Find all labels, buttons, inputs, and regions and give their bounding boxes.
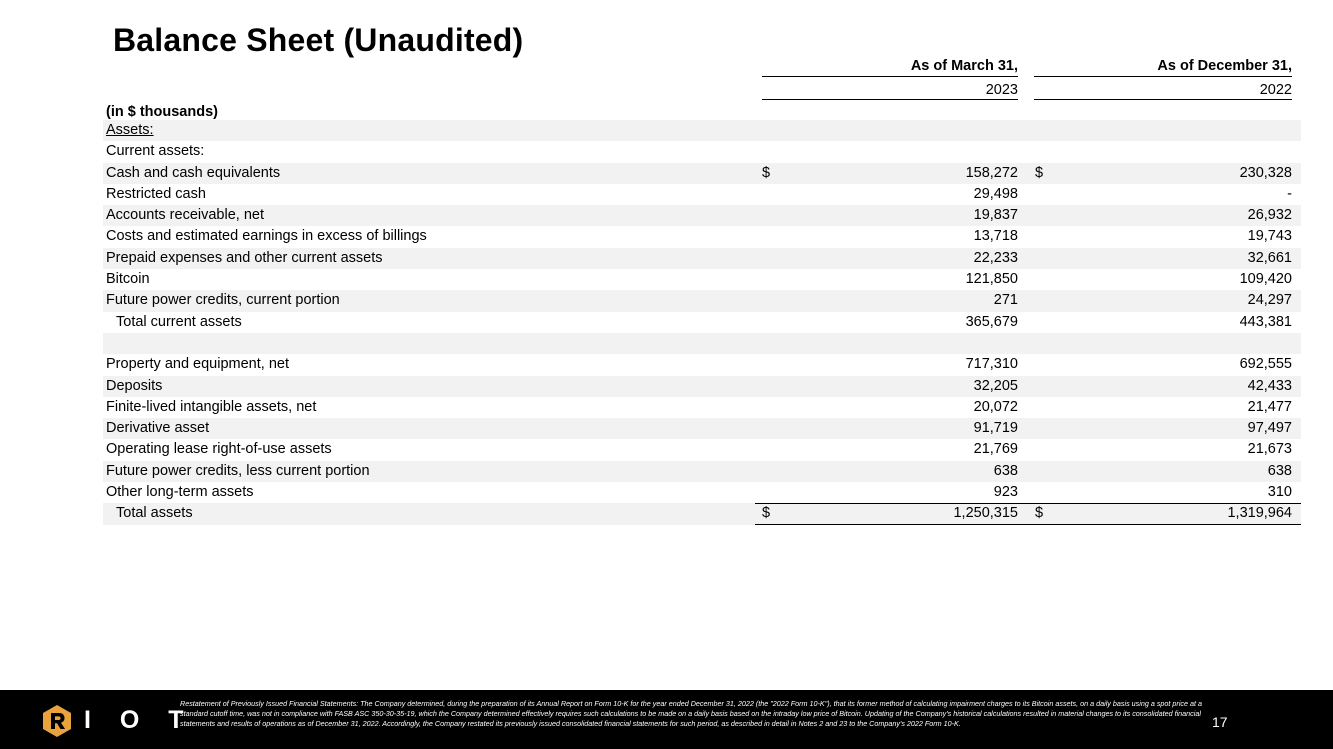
row-label: Cash and cash equivalents	[106, 164, 281, 181]
value-2022: 97,497	[1247, 420, 1292, 437]
value-2023: 923	[993, 484, 1018, 501]
table-row	[103, 120, 1301, 141]
page-title: Balance Sheet (Unaudited)	[113, 22, 524, 58]
table-row	[103, 141, 1301, 162]
table-row-total	[103, 503, 1301, 524]
currency-symbol: $	[762, 505, 771, 522]
value-2023: 717,310	[965, 356, 1018, 373]
column-divider	[762, 76, 1018, 77]
table-row	[103, 439, 1301, 460]
page-number: 17	[1212, 714, 1228, 730]
value-2023: 158,272	[965, 164, 1018, 181]
column-divider	[1034, 99, 1292, 100]
table-row	[103, 163, 1301, 184]
table-row	[103, 269, 1301, 290]
value-2022: 692,555	[1239, 356, 1292, 373]
row-label: Property and equipment, net	[106, 356, 289, 373]
riot-logo-icon	[40, 704, 74, 738]
row-label: Other long-term assets	[106, 484, 254, 501]
balance-sheet-table	[103, 120, 1301, 525]
table-row	[103, 418, 1301, 439]
row-label: Operating lease right-of-use assets	[106, 441, 332, 458]
value-2022: 21,477	[1247, 398, 1292, 415]
row-label: Total current assets	[116, 313, 242, 330]
row-label: Assets:	[106, 122, 154, 138]
value-2023: 20,072	[973, 398, 1018, 415]
value-2022: 26,932	[1247, 207, 1292, 224]
row-label: Accounts receivable, net	[106, 207, 264, 224]
footnote-restatement: Restatement of Previously Issued Financial Statements: The Company determined, during the preparation of its Annual Report on Form 10-K for the year ended December 31, 2022 (the "2022 Form 10-K"), that its former method of calculating impairment charges to its Bitcoin assets, on a daily basis using a spot price at a standard cutoff time, was not in compliance with FASB ASC 350-30-35-19, which the Company determined effectively requires such calculations to be made on a daily basis based on the intraday low price of Bitcoin. Updating of the Company's historical calculations resulted in material changes to its consolidated financial statements and results of operations as of December 31, 2022. Accordingly, the Company restated its previously issued consolidated financial statements for such period, as described in detail in Notes 2 and 23 to the Company's 2022 Form 10-K.	[180, 699, 1202, 729]
column-divider	[762, 99, 1018, 100]
value-2023: 22,233	[973, 249, 1018, 266]
total-bottom-rule	[755, 524, 1301, 525]
value-2023: 1,250,315	[953, 505, 1018, 522]
row-label: Prepaid expenses and other current assets	[106, 249, 383, 266]
currency-symbol: $	[762, 164, 771, 181]
footer-bar	[0, 690, 1333, 749]
value-2022: 21,673	[1247, 441, 1292, 458]
value-2022: 19,743	[1247, 228, 1292, 245]
table-row	[103, 226, 1301, 247]
row-label: Costs and estimated earnings in excess of billings	[106, 228, 427, 245]
value-2023: 21,769	[973, 441, 1018, 458]
row-label: Total assets	[116, 505, 193, 522]
value-2023: 32,205	[973, 377, 1018, 394]
table-row	[103, 397, 1301, 418]
table-row	[103, 482, 1301, 503]
value-2023: 19,837	[973, 207, 1018, 224]
value-2022: 443,381	[1239, 313, 1292, 330]
row-label: Restricted cash	[106, 185, 206, 202]
currency-symbol: $	[1035, 164, 1044, 181]
row-label: Finite-lived intangible assets, net	[106, 398, 317, 415]
row-label: Derivative asset	[106, 420, 210, 437]
row-label: Current assets:	[106, 143, 205, 160]
total-top-rule	[755, 503, 1301, 504]
value-2022: 24,297	[1247, 292, 1292, 309]
value-2023: 121,850	[965, 271, 1018, 288]
table-row	[103, 248, 1301, 269]
table-row	[103, 333, 1301, 354]
table-row	[103, 184, 1301, 205]
table-row	[103, 461, 1301, 482]
table-row	[103, 290, 1301, 311]
column-year-2023: 2023	[985, 82, 1018, 98]
value-2022: 42,433	[1247, 377, 1292, 394]
value-2022: 1,319,964	[1227, 505, 1292, 522]
table-row	[103, 312, 1301, 333]
value-2023: 365,679	[965, 313, 1018, 330]
table-row	[103, 205, 1301, 226]
value-2022: 32,661	[1247, 249, 1292, 266]
column-heading-december: As of December 31,	[1157, 58, 1292, 74]
table-row	[103, 354, 1301, 375]
value-2022: 109,420	[1239, 271, 1292, 288]
value-2023: 271	[993, 292, 1018, 309]
column-divider	[1034, 76, 1292, 77]
value-2022: 638	[1267, 462, 1292, 479]
row-label: Future power credits, less current portion	[106, 462, 370, 479]
value-2023: 13,718	[973, 228, 1018, 245]
column-year-2022: 2022	[1259, 82, 1292, 98]
value-2022: -	[1287, 185, 1292, 202]
row-label: Bitcoin	[106, 271, 150, 288]
value-2022: 230,328	[1239, 164, 1292, 181]
value-2023: 91,719	[973, 420, 1018, 437]
row-label: Deposits	[106, 377, 163, 394]
logo-wordmark: I O T	[84, 706, 195, 734]
table-row	[103, 376, 1301, 397]
value-2022: 310	[1267, 484, 1292, 501]
value-2023: 638	[993, 462, 1018, 479]
currency-symbol: $	[1035, 505, 1044, 522]
units-label: (in $ thousands)	[106, 104, 218, 120]
row-label: Future power credits, current portion	[106, 292, 340, 309]
column-heading-march: As of March 31,	[910, 58, 1018, 74]
value-2023: 29,498	[973, 185, 1018, 202]
